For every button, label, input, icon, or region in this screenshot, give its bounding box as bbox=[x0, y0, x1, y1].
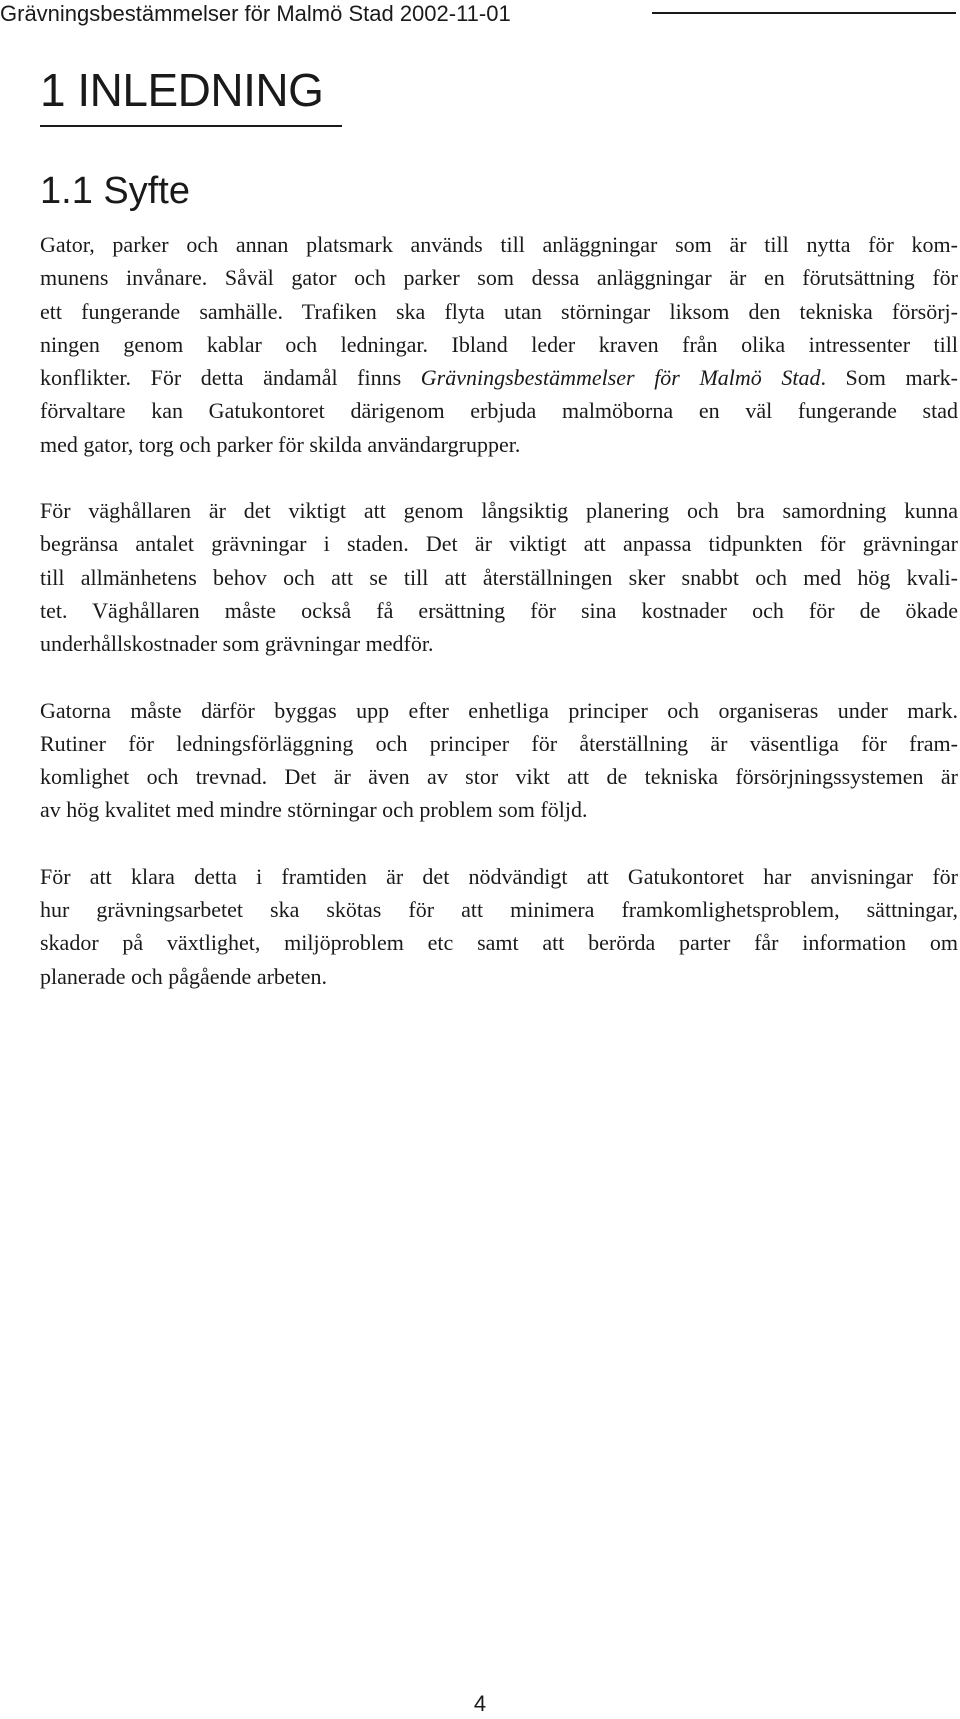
text-run: konflikter. För detta ändamål finns bbox=[40, 365, 421, 391]
chapter-title: 1 INLEDNING bbox=[40, 64, 324, 116]
text-line: komlighet och trevnad. Det är även av stor vikt att de tekniska försörjningssystemen är bbox=[40, 764, 958, 790]
text-line: Rutiner för ledningsförläggning och principer för återställning är väsentliga för fram- bbox=[40, 730, 958, 756]
text-line: munens invånare. Såväl gator och parker som dessa anläggningar är en förutsättning för bbox=[40, 265, 958, 291]
paragraph bbox=[40, 228, 958, 461]
text-line: För väghållaren är det viktigt att genom långsiktig planering och bra samordning kunna bbox=[40, 498, 958, 524]
body-text bbox=[40, 228, 958, 1026]
paragraph bbox=[40, 860, 958, 993]
text-line: Gator, parker och annan platsmark används till anläggningar som är till nytta för kom- bbox=[40, 232, 958, 257]
running-header bbox=[0, 0, 960, 32]
text-run: . Som mark- bbox=[820, 365, 958, 391]
chapter-title-underline bbox=[40, 125, 342, 127]
text-line: ningen genom kablar och ledningar. Ibland leder kraven från olika intressenter till bbox=[40, 331, 958, 357]
text-line: tet. Väghållaren måste också få ersättning för sina kostnader och för de ökade bbox=[40, 597, 958, 623]
text-line: skador på växtlighet, miljöproblem etc samt att berörda parter får information om bbox=[40, 930, 958, 956]
text-line: För att klara detta i framtiden är det nödvändigt att Gatukontoret har anvisningar för bbox=[40, 863, 958, 889]
text-line: underhållskostnader som grävningar medför. bbox=[40, 631, 434, 657]
paragraph bbox=[40, 494, 958, 660]
running-header-rule bbox=[652, 12, 956, 14]
text-line: förvaltare kan Gatukontoret därigenom erbjuda malmöborna en väl fungerande stad bbox=[40, 398, 958, 424]
running-header-title: Grävningsbestämmelser för Malmö Stad 2002-11-01 bbox=[0, 1, 511, 26]
document-title-italic: Grävningsbestämmelser för Malmö Stad bbox=[420, 365, 821, 391]
text-line: begränsa antalet grävningar i staden. Det är viktigt att anpassa tidpunkten för grävningar bbox=[40, 531, 958, 557]
text-line: Gatorna måste därför byggas upp efter enhetliga principer och organiseras under mark. bbox=[40, 697, 958, 723]
text-line: ett fungerande samhälle. Trafiken ska flyta utan störningar liksom den tekniska försörj- bbox=[40, 298, 958, 324]
section-title: 1.1 Syfte bbox=[40, 170, 190, 212]
text-line bbox=[40, 361, 958, 394]
paragraph bbox=[40, 694, 958, 827]
text-line: planerade och pågående arbeten. bbox=[40, 963, 328, 989]
text-line: till allmänhetens behov och att se till att återställningen sker snabbt och med hög kvali- bbox=[40, 564, 958, 590]
text-line: hur grävningsarbetet ska skötas för att minimera framkomlighetsproblem, sättningar, bbox=[40, 897, 958, 923]
text-line: med gator, torg och parker för skilda användargrupper. bbox=[40, 431, 521, 457]
page-number: 4 bbox=[473, 1691, 487, 1716]
text-line: av hög kvalitet med mindre störningar och problem som följd. bbox=[40, 797, 588, 823]
